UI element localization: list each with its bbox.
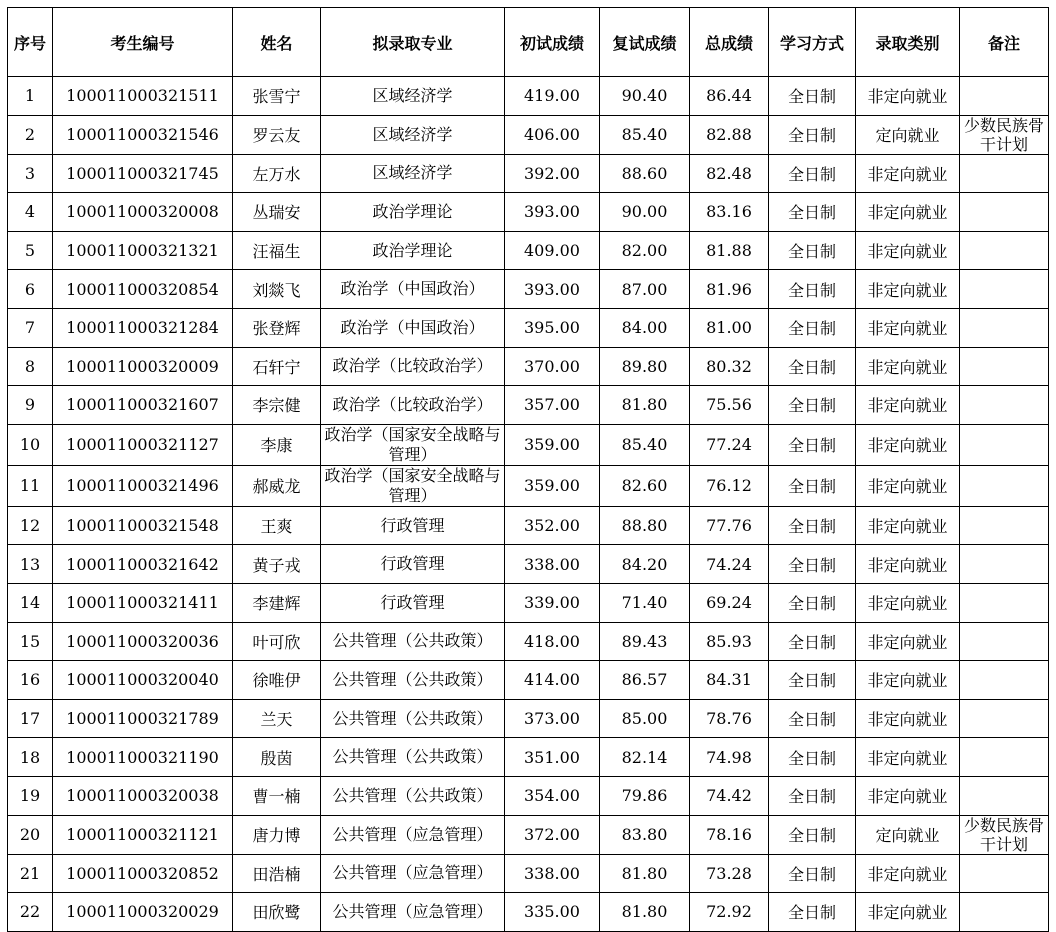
cell-candidate-id: 100011000321121 bbox=[53, 815, 233, 854]
cell-candidate-id: 100011000321642 bbox=[53, 545, 233, 584]
cell-major bbox=[321, 776, 505, 815]
cell-major bbox=[321, 465, 505, 506]
table-row bbox=[8, 231, 1049, 270]
cell-category: 非定向就业 bbox=[856, 738, 960, 777]
cell-name: 李康 bbox=[233, 424, 321, 465]
cell-remark bbox=[960, 545, 1049, 584]
cell-initial-score: 409.00 bbox=[505, 231, 600, 270]
cell-initial-score: 370.00 bbox=[505, 347, 600, 386]
header-id: 考生编号 bbox=[53, 8, 233, 77]
cell-major bbox=[321, 854, 505, 893]
cell-total-score: 81.96 bbox=[690, 270, 769, 309]
cell-name: 左万水 bbox=[233, 154, 321, 193]
cell-no: 14 bbox=[8, 583, 53, 622]
cell-study-mode: 全日制 bbox=[769, 661, 856, 700]
major-text: 公共管理（公共政策） bbox=[332, 785, 493, 805]
cell-candidate-id: 100011000320009 bbox=[53, 347, 233, 386]
cell-major bbox=[321, 622, 505, 661]
major-text: 公共管理（公共政策） bbox=[332, 708, 493, 728]
cell-remark bbox=[960, 583, 1049, 622]
cell-study-mode: 全日制 bbox=[769, 154, 856, 193]
cell-initial-score: 406.00 bbox=[505, 115, 600, 154]
cell-major bbox=[321, 506, 505, 545]
cell-name: 刘燚飞 bbox=[233, 270, 321, 309]
cell-major bbox=[321, 270, 505, 309]
cell-retest-score: 71.40 bbox=[600, 583, 690, 622]
cell-candidate-id: 100011000321496 bbox=[53, 465, 233, 506]
major-text: 政治学（国家安全战略与管理） bbox=[324, 465, 501, 505]
cell-remark bbox=[960, 893, 1049, 932]
table-row bbox=[8, 347, 1049, 386]
cell-major bbox=[321, 308, 505, 347]
cell-remark bbox=[960, 77, 1049, 116]
cell-candidate-id: 100011000321190 bbox=[53, 738, 233, 777]
major-text: 行政管理 bbox=[380, 515, 445, 535]
cell-initial-score: 414.00 bbox=[505, 661, 600, 700]
cell-retest-score: 82.00 bbox=[600, 231, 690, 270]
cell-candidate-id: 100011000321548 bbox=[53, 506, 233, 545]
cell-candidate-id: 100011000321411 bbox=[53, 583, 233, 622]
cell-no: 4 bbox=[8, 193, 53, 232]
cell-name: 张雪宁 bbox=[233, 77, 321, 116]
cell-remark bbox=[960, 776, 1049, 815]
cell-category: 非定向就业 bbox=[856, 193, 960, 232]
cell-total-score: 77.76 bbox=[690, 506, 769, 545]
cell-name: 田浩楠 bbox=[233, 854, 321, 893]
cell-total-score: 83.16 bbox=[690, 193, 769, 232]
cell-initial-score: 352.00 bbox=[505, 506, 600, 545]
cell-name: 罗云友 bbox=[233, 115, 321, 154]
cell-remark bbox=[960, 854, 1049, 893]
major-text: 政治学（中国政治） bbox=[340, 279, 485, 299]
table-row bbox=[8, 854, 1049, 893]
cell-candidate-id: 100011000320040 bbox=[53, 661, 233, 700]
cell-name: 兰天 bbox=[233, 699, 321, 738]
major-text: 政治学理论 bbox=[372, 240, 453, 260]
cell-no: 7 bbox=[8, 308, 53, 347]
cell-study-mode: 全日制 bbox=[769, 77, 856, 116]
cell-total-score: 78.16 bbox=[690, 815, 769, 854]
cell-no: 3 bbox=[8, 154, 53, 193]
cell-retest-score: 86.57 bbox=[600, 661, 690, 700]
cell-total-score: 78.76 bbox=[690, 699, 769, 738]
table-row bbox=[8, 308, 1049, 347]
cell-category: 非定向就业 bbox=[856, 583, 960, 622]
cell-candidate-id: 100011000321127 bbox=[53, 424, 233, 465]
cell-name: 李宗健 bbox=[233, 386, 321, 425]
cell-category: 非定向就业 bbox=[856, 661, 960, 700]
cell-study-mode: 全日制 bbox=[769, 545, 856, 584]
table-row bbox=[8, 154, 1049, 193]
cell-total-score: 75.56 bbox=[690, 386, 769, 425]
cell-retest-score: 82.60 bbox=[600, 465, 690, 506]
cell-name: 张登辉 bbox=[233, 308, 321, 347]
table-row bbox=[8, 424, 1049, 465]
header-no: 序号 bbox=[8, 8, 53, 77]
table-row bbox=[8, 506, 1049, 545]
cell-no: 12 bbox=[8, 506, 53, 545]
cell-no: 6 bbox=[8, 270, 53, 309]
header-major: 拟录取专业 bbox=[321, 8, 505, 77]
admission-table bbox=[7, 7, 1049, 932]
table-row bbox=[8, 699, 1049, 738]
cell-remark bbox=[960, 231, 1049, 270]
cell-major bbox=[321, 583, 505, 622]
major-text: 公共管理（公共政策） bbox=[332, 747, 493, 767]
cell-study-mode: 全日制 bbox=[769, 506, 856, 545]
cell-initial-score: 339.00 bbox=[505, 583, 600, 622]
table-row bbox=[8, 465, 1049, 506]
cell-study-mode: 全日制 bbox=[769, 699, 856, 738]
cell-initial-score: 338.00 bbox=[505, 854, 600, 893]
cell-study-mode: 全日制 bbox=[769, 893, 856, 932]
cell-initial-score: 392.00 bbox=[505, 154, 600, 193]
major-text: 区域经济学 bbox=[372, 163, 453, 183]
cell-no: 11 bbox=[8, 465, 53, 506]
cell-category: 非定向就业 bbox=[856, 347, 960, 386]
cell-total-score: 81.00 bbox=[690, 308, 769, 347]
cell-major bbox=[321, 231, 505, 270]
cell-remark bbox=[960, 270, 1049, 309]
cell-total-score: 74.24 bbox=[690, 545, 769, 584]
cell-candidate-id: 100011000320038 bbox=[53, 776, 233, 815]
major-text: 公共管理（应急管理） bbox=[332, 824, 493, 844]
cell-total-score: 86.44 bbox=[690, 77, 769, 116]
cell-no: 21 bbox=[8, 854, 53, 893]
table-row bbox=[8, 545, 1049, 584]
cell-total-score: 74.42 bbox=[690, 776, 769, 815]
cell-initial-score: 419.00 bbox=[505, 77, 600, 116]
cell-initial-score: 354.00 bbox=[505, 776, 600, 815]
header-remark: 备注 bbox=[960, 8, 1049, 77]
table-row bbox=[8, 776, 1049, 815]
cell-study-mode: 全日制 bbox=[769, 738, 856, 777]
cell-candidate-id: 100011000321284 bbox=[53, 308, 233, 347]
cell-retest-score: 90.40 bbox=[600, 77, 690, 116]
cell-category: 非定向就业 bbox=[856, 893, 960, 932]
cell-remark bbox=[960, 815, 1049, 854]
cell-study-mode: 全日制 bbox=[769, 270, 856, 309]
cell-remark bbox=[960, 738, 1049, 777]
table-row bbox=[8, 661, 1049, 700]
cell-retest-score: 83.80 bbox=[600, 815, 690, 854]
cell-retest-score: 79.86 bbox=[600, 776, 690, 815]
cell-total-score: 82.48 bbox=[690, 154, 769, 193]
cell-name: 唐力博 bbox=[233, 815, 321, 854]
cell-initial-score: 373.00 bbox=[505, 699, 600, 738]
cell-study-mode: 全日制 bbox=[769, 308, 856, 347]
cell-study-mode: 全日制 bbox=[769, 465, 856, 506]
cell-no: 5 bbox=[8, 231, 53, 270]
cell-no: 15 bbox=[8, 622, 53, 661]
cell-retest-score: 87.00 bbox=[600, 270, 690, 309]
cell-name: 石轩宁 bbox=[233, 347, 321, 386]
cell-total-score: 80.32 bbox=[690, 347, 769, 386]
cell-no: 17 bbox=[8, 699, 53, 738]
cell-remark bbox=[960, 154, 1049, 193]
major-text: 行政管理 bbox=[380, 554, 445, 574]
cell-name: 殷茵 bbox=[233, 738, 321, 777]
cell-retest-score: 85.00 bbox=[600, 699, 690, 738]
cell-category: 非定向就业 bbox=[856, 308, 960, 347]
cell-total-score: 82.88 bbox=[690, 115, 769, 154]
cell-category: 定向就业 bbox=[856, 815, 960, 854]
cell-category: 非定向就业 bbox=[856, 622, 960, 661]
cell-study-mode: 全日制 bbox=[769, 583, 856, 622]
cell-name: 黄子戎 bbox=[233, 545, 321, 584]
table-row bbox=[8, 115, 1049, 154]
cell-major bbox=[321, 386, 505, 425]
cell-study-mode: 全日制 bbox=[769, 815, 856, 854]
cell-major bbox=[321, 738, 505, 777]
major-text: 政治学（国家安全战略与管理） bbox=[324, 424, 501, 464]
cell-name: 汪福生 bbox=[233, 231, 321, 270]
cell-category: 非定向就业 bbox=[856, 545, 960, 584]
table-row bbox=[8, 583, 1049, 622]
cell-candidate-id: 100011000321546 bbox=[53, 115, 233, 154]
cell-name: 李建辉 bbox=[233, 583, 321, 622]
table-row bbox=[8, 386, 1049, 425]
header-name: 姓名 bbox=[233, 8, 321, 77]
cell-retest-score: 81.80 bbox=[600, 893, 690, 932]
cell-name: 叶可欣 bbox=[233, 622, 321, 661]
cell-candidate-id: 100011000321607 bbox=[53, 386, 233, 425]
cell-candidate-id: 100011000320852 bbox=[53, 854, 233, 893]
cell-initial-score: 418.00 bbox=[505, 622, 600, 661]
cell-no: 18 bbox=[8, 738, 53, 777]
cell-total-score: 77.24 bbox=[690, 424, 769, 465]
cell-name: 王爽 bbox=[233, 506, 321, 545]
cell-category: 非定向就业 bbox=[856, 424, 960, 465]
major-text: 区域经济学 bbox=[372, 85, 453, 105]
cell-total-score: 81.88 bbox=[690, 231, 769, 270]
cell-candidate-id: 100011000320036 bbox=[53, 622, 233, 661]
cell-candidate-id: 100011000321321 bbox=[53, 231, 233, 270]
cell-candidate-id: 100011000320029 bbox=[53, 893, 233, 932]
cell-initial-score: 393.00 bbox=[505, 270, 600, 309]
cell-major bbox=[321, 115, 505, 154]
cell-name: 郝威龙 bbox=[233, 465, 321, 506]
cell-name: 田欣鹭 bbox=[233, 893, 321, 932]
cell-initial-score: 393.00 bbox=[505, 193, 600, 232]
cell-retest-score: 89.43 bbox=[600, 622, 690, 661]
cell-initial-score: 338.00 bbox=[505, 545, 600, 584]
table-row bbox=[8, 270, 1049, 309]
cell-remark bbox=[960, 193, 1049, 232]
cell-candidate-id: 100011000321745 bbox=[53, 154, 233, 193]
cell-study-mode: 全日制 bbox=[769, 115, 856, 154]
cell-major bbox=[321, 193, 505, 232]
cell-category: 定向就业 bbox=[856, 115, 960, 154]
major-text: 政治学（比较政治学） bbox=[332, 356, 493, 376]
cell-retest-score: 85.40 bbox=[600, 115, 690, 154]
cell-study-mode: 全日制 bbox=[769, 424, 856, 465]
header-total-score: 总成绩 bbox=[690, 8, 769, 77]
cell-retest-score: 81.80 bbox=[600, 854, 690, 893]
cell-category: 非定向就业 bbox=[856, 386, 960, 425]
cell-initial-score: 335.00 bbox=[505, 893, 600, 932]
major-text: 政治学（比较政治学） bbox=[332, 394, 493, 414]
cell-initial-score: 372.00 bbox=[505, 815, 600, 854]
cell-category: 非定向就业 bbox=[856, 776, 960, 815]
major-text: 行政管理 bbox=[380, 592, 445, 612]
cell-no: 10 bbox=[8, 424, 53, 465]
cell-study-mode: 全日制 bbox=[769, 854, 856, 893]
cell-major bbox=[321, 77, 505, 116]
cell-category: 非定向就业 bbox=[856, 77, 960, 116]
cell-major bbox=[321, 154, 505, 193]
table-row bbox=[8, 893, 1049, 932]
cell-total-score: 73.28 bbox=[690, 854, 769, 893]
cell-no: 1 bbox=[8, 77, 53, 116]
major-text: 公共管理（应急管理） bbox=[332, 863, 493, 883]
table-body bbox=[8, 77, 1049, 932]
major-text: 公共管理（公共政策） bbox=[332, 631, 493, 651]
cell-category: 非定向就业 bbox=[856, 154, 960, 193]
cell-no: 9 bbox=[8, 386, 53, 425]
cell-total-score: 84.31 bbox=[690, 661, 769, 700]
cell-total-score: 69.24 bbox=[690, 583, 769, 622]
cell-candidate-id: 100011000321511 bbox=[53, 77, 233, 116]
cell-major bbox=[321, 699, 505, 738]
cell-candidate-id: 100011000320008 bbox=[53, 193, 233, 232]
table-row bbox=[8, 622, 1049, 661]
cell-no: 16 bbox=[8, 661, 53, 700]
cell-retest-score: 82.14 bbox=[600, 738, 690, 777]
cell-no: 13 bbox=[8, 545, 53, 584]
cell-category: 非定向就业 bbox=[856, 506, 960, 545]
cell-retest-score: 84.00 bbox=[600, 308, 690, 347]
major-text: 政治学（中国政治） bbox=[340, 317, 485, 337]
cell-retest-score: 81.80 bbox=[600, 386, 690, 425]
cell-candidate-id: 100011000320854 bbox=[53, 270, 233, 309]
cell-retest-score: 88.60 bbox=[600, 154, 690, 193]
header-row bbox=[8, 8, 1049, 77]
remark-text: 少数民族骨干计划 bbox=[964, 815, 1045, 854]
cell-category: 非定向就业 bbox=[856, 270, 960, 309]
cell-category: 非定向就业 bbox=[856, 465, 960, 506]
table-row bbox=[8, 738, 1049, 777]
header-initial-score: 初试成绩 bbox=[505, 8, 600, 77]
header-category: 录取类别 bbox=[856, 8, 960, 77]
cell-category: 非定向就业 bbox=[856, 854, 960, 893]
major-text: 区域经济学 bbox=[372, 124, 453, 144]
cell-remark bbox=[960, 308, 1049, 347]
major-text: 公共管理（应急管理） bbox=[332, 901, 493, 921]
cell-major bbox=[321, 893, 505, 932]
cell-total-score: 72.92 bbox=[690, 893, 769, 932]
cell-remark bbox=[960, 465, 1049, 506]
cell-study-mode: 全日制 bbox=[769, 231, 856, 270]
cell-no: 22 bbox=[8, 893, 53, 932]
cell-major bbox=[321, 424, 505, 465]
cell-no: 20 bbox=[8, 815, 53, 854]
cell-retest-score: 84.20 bbox=[600, 545, 690, 584]
cell-study-mode: 全日制 bbox=[769, 622, 856, 661]
cell-initial-score: 351.00 bbox=[505, 738, 600, 777]
cell-study-mode: 全日制 bbox=[769, 386, 856, 425]
cell-major bbox=[321, 347, 505, 386]
cell-name: 丛瑞安 bbox=[233, 193, 321, 232]
cell-remark bbox=[960, 699, 1049, 738]
cell-remark bbox=[960, 506, 1049, 545]
cell-remark bbox=[960, 622, 1049, 661]
cell-retest-score: 88.80 bbox=[600, 506, 690, 545]
major-text: 政治学理论 bbox=[372, 201, 453, 221]
cell-initial-score: 395.00 bbox=[505, 308, 600, 347]
cell-name: 徐唯伊 bbox=[233, 661, 321, 700]
cell-initial-score: 359.00 bbox=[505, 465, 600, 506]
cell-initial-score: 359.00 bbox=[505, 424, 600, 465]
cell-category: 非定向就业 bbox=[856, 231, 960, 270]
cell-major bbox=[321, 815, 505, 854]
cell-name: 曹一楠 bbox=[233, 776, 321, 815]
table-row bbox=[8, 815, 1049, 854]
cell-no: 19 bbox=[8, 776, 53, 815]
cell-retest-score: 89.80 bbox=[600, 347, 690, 386]
cell-major bbox=[321, 545, 505, 584]
header-retest-score: 复试成绩 bbox=[600, 8, 690, 77]
cell-total-score: 85.93 bbox=[690, 622, 769, 661]
cell-category: 非定向就业 bbox=[856, 699, 960, 738]
cell-initial-score: 357.00 bbox=[505, 386, 600, 425]
cell-study-mode: 全日制 bbox=[769, 776, 856, 815]
cell-total-score: 74.98 bbox=[690, 738, 769, 777]
cell-study-mode: 全日制 bbox=[769, 193, 856, 232]
cell-retest-score: 90.00 bbox=[600, 193, 690, 232]
cell-retest-score: 85.40 bbox=[600, 424, 690, 465]
header-study-mode: 学习方式 bbox=[769, 8, 856, 77]
cell-remark bbox=[960, 347, 1049, 386]
cell-no: 8 bbox=[8, 347, 53, 386]
cell-total-score: 76.12 bbox=[690, 465, 769, 506]
cell-study-mode: 全日制 bbox=[769, 347, 856, 386]
cell-no: 2 bbox=[8, 115, 53, 154]
remark-text: 少数民族骨干计划 bbox=[964, 115, 1045, 154]
cell-candidate-id: 100011000321789 bbox=[53, 699, 233, 738]
cell-major bbox=[321, 661, 505, 700]
cell-remark bbox=[960, 386, 1049, 425]
cell-remark bbox=[960, 424, 1049, 465]
major-text: 公共管理（公共政策） bbox=[332, 669, 493, 689]
table-row bbox=[8, 193, 1049, 232]
cell-remark bbox=[960, 115, 1049, 154]
table-row bbox=[8, 77, 1049, 116]
cell-remark bbox=[960, 661, 1049, 700]
